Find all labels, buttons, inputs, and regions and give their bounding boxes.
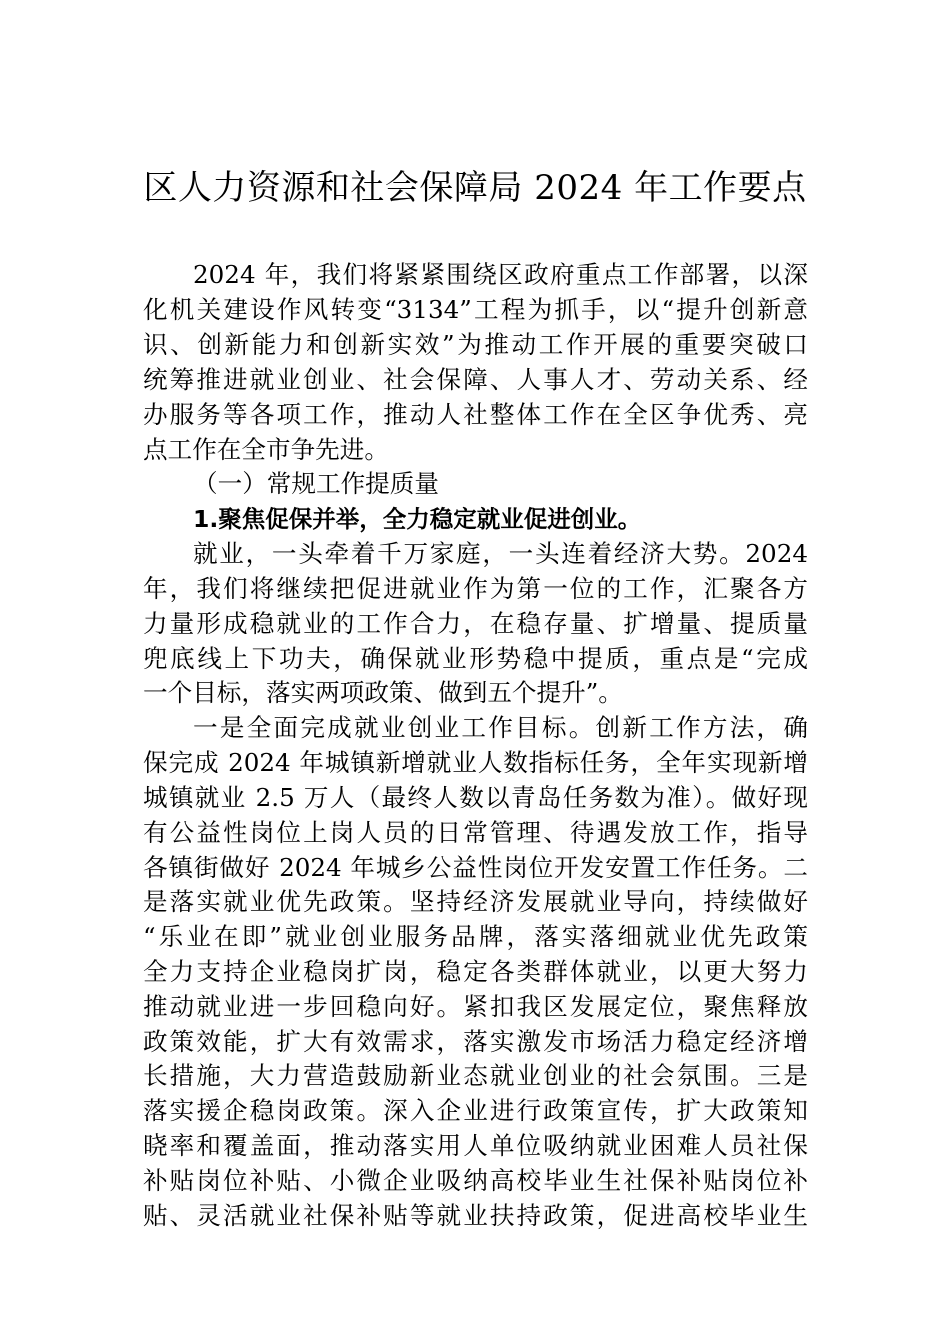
paragraph-line: 补贴岗位补贴、小微企业吸纳高校毕业生社保补贴岗位补 bbox=[143, 1166, 808, 1195]
paragraph-line: 力量形成稳就业的工作合力，在稳存量、扩增量、提质量 bbox=[143, 609, 808, 638]
paragraph-line: 落实援企稳岗政策。深入企业进行政策宣传，扩大政策知 bbox=[143, 1096, 808, 1125]
paragraph-line: 各镇街做好 2024 年城乡公益性岗位开发安置工作任务。二 bbox=[143, 853, 808, 882]
paragraph-line: 长措施，大力营造鼓励新业态就业创业的社会氛围。三是 bbox=[143, 1061, 808, 1090]
paragraph-line: 识、创新能力和创新实效”为推动工作开展的重要突破口 bbox=[143, 330, 808, 359]
subsection-heading: 1.聚焦促保并举，全力稳定就业促进创业。 bbox=[193, 505, 642, 533]
document-title: 区人力资源和社会保障局 2024 年工作要点 bbox=[143, 168, 807, 208]
paragraph-line: 年，我们将继续把促进就业作为第一位的工作，汇聚各方 bbox=[143, 574, 808, 603]
paragraph-line: 办服务等各项工作，推动人社整体工作在全区争优秀、亮 bbox=[143, 400, 808, 429]
paragraph-line: 全力支持企业稳岗扩岗，稳定各类群体就业，以更大努力 bbox=[143, 957, 808, 986]
paragraph-line: “乐业在即”就业创业服务品牌，落实落细就业优先政策 bbox=[143, 922, 808, 951]
paragraph-line: 晓率和覆盖面，推动落实用人单位吸纳就业困难人员社保 bbox=[143, 1131, 808, 1160]
paragraph-line: 化机关建设作风转变“3134”工程为抓手，以“提升创新意 bbox=[143, 295, 808, 324]
paragraph-line: 有公益性岗位上岗人员的日常管理、待遇发放工作，指导 bbox=[143, 818, 808, 847]
section-heading: （一）常规工作提质量 bbox=[193, 469, 439, 498]
paragraph-line: 贴、灵活就业社保补贴等就业扶持政策，促进高校毕业生 bbox=[143, 1201, 808, 1230]
paragraph-line: 推动就业进一步回稳向好。紧扣我区发展定位，聚焦释放 bbox=[143, 992, 808, 1021]
paragraph-line: 2024 年，我们将紧紧围绕区政府重点工作部署，以深 bbox=[193, 260, 808, 289]
paragraph-line: 保完成 2024 年城镇新增就业人数指标任务，全年实现新增 bbox=[143, 748, 808, 777]
paragraph-line: 是落实就业优先政策。坚持经济发展就业导向，持续做好 bbox=[143, 887, 808, 916]
paragraph-line: 政策效能，扩大有效需求，落实激发市场活力稳定经济增 bbox=[143, 1027, 808, 1056]
paragraph-line: 兜底线上下功夫，确保就业形势稳中提质，重点是“完成 bbox=[143, 644, 808, 673]
paragraph-line: 点工作在全市争先进。 bbox=[143, 435, 389, 464]
paragraph-line: 就业，一头牵着千万家庭，一头连着经济大势。2024 bbox=[193, 539, 808, 568]
paragraph-line: 统筹推进就业创业、社会保障、人事人才、劳动关系、经 bbox=[143, 365, 808, 394]
paragraph-line: 一是全面完成就业创业工作目标。创新工作方法，确 bbox=[193, 713, 808, 742]
paragraph-line: 一个目标，落实两项政策、做到五个提升”。 bbox=[143, 678, 623, 707]
paragraph-line: 城镇就业 2.5 万人（最终人数以青岛任务数为准）。做好现 bbox=[143, 783, 808, 812]
